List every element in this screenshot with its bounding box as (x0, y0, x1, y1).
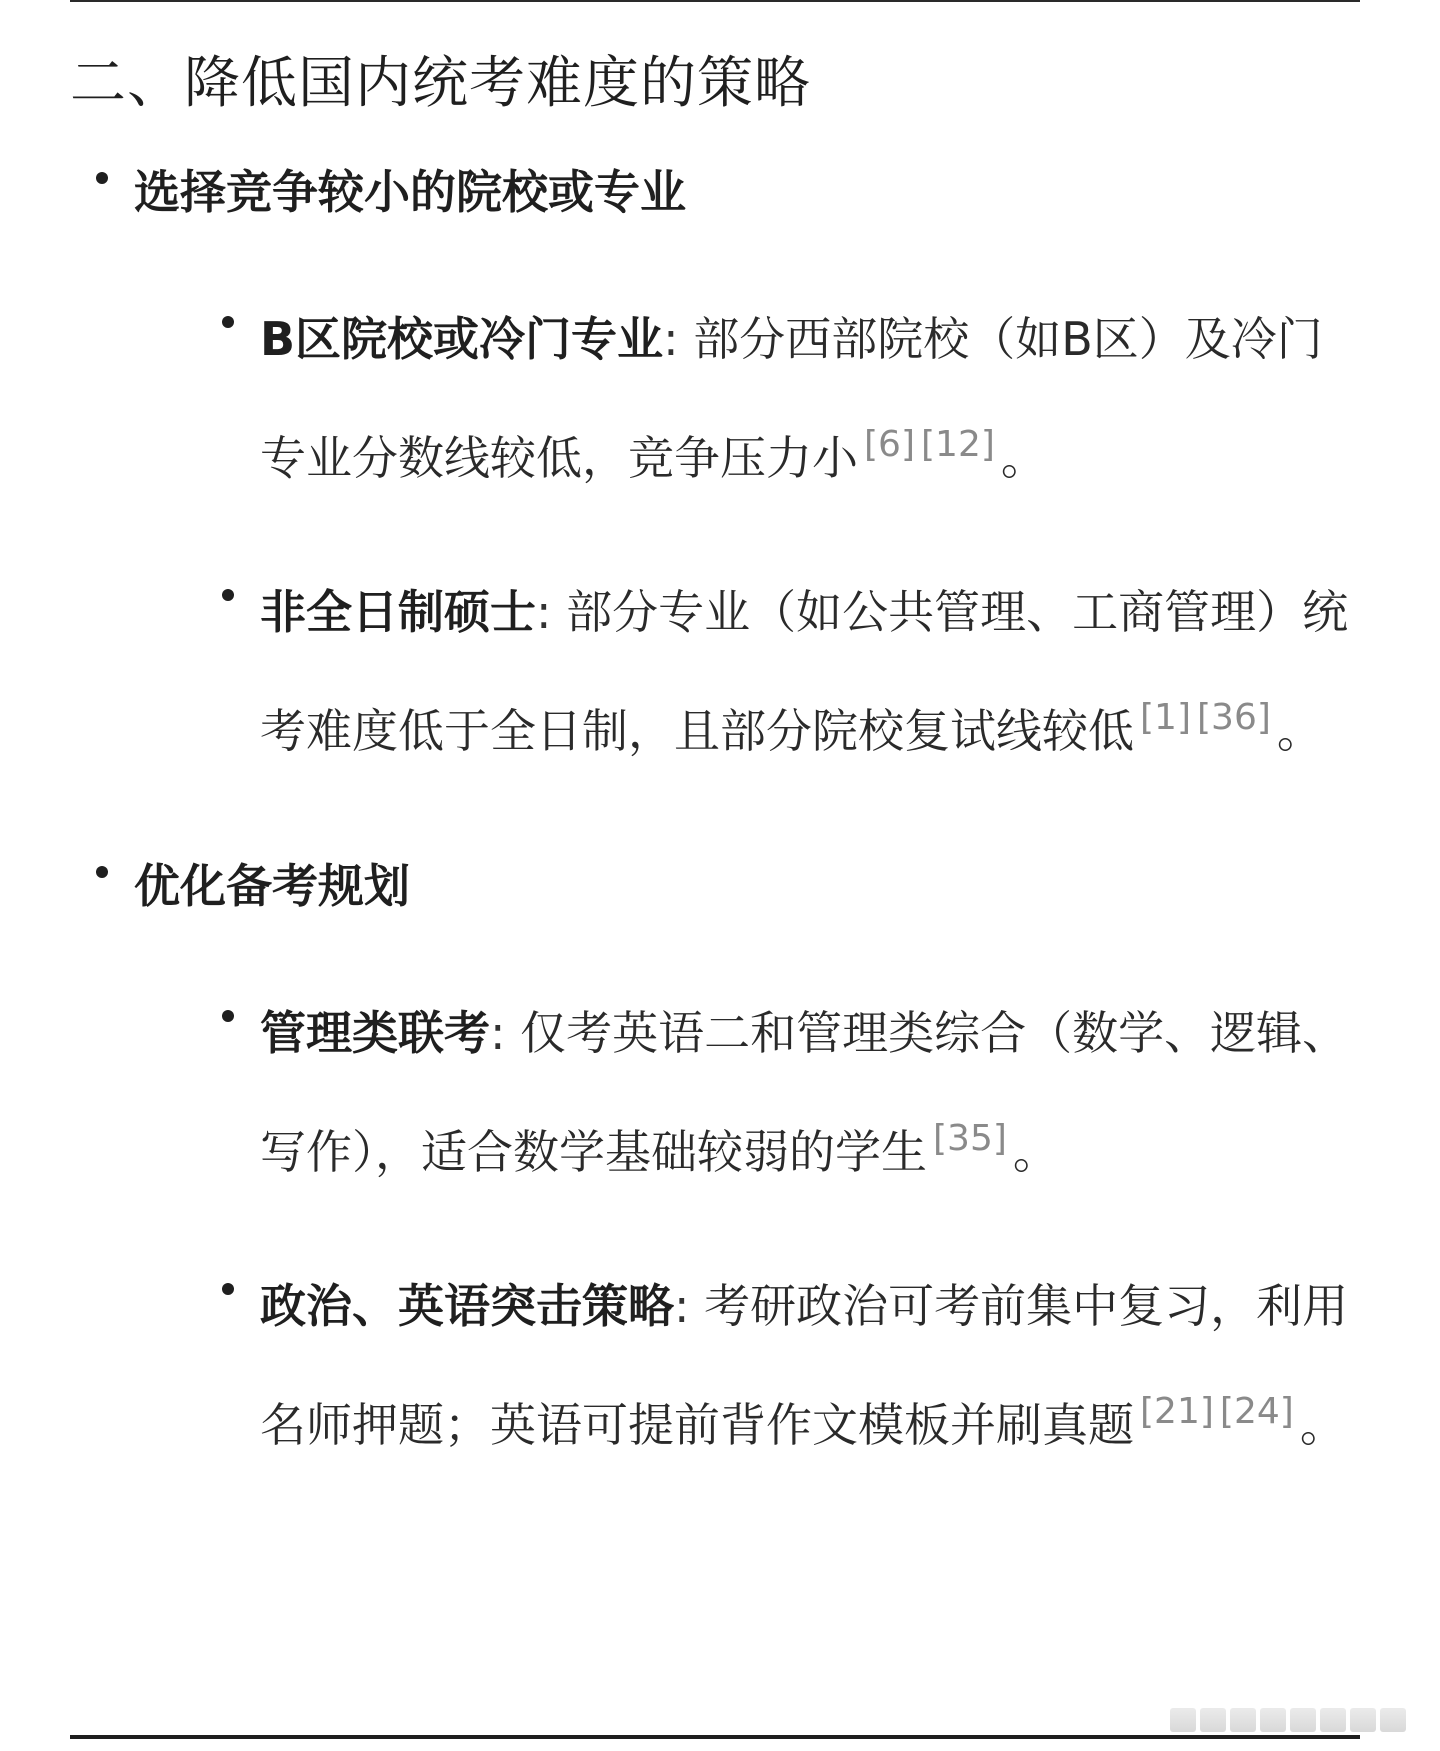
item-colon: : (536, 585, 552, 639)
section-title: 二、降低国内统考难度的策略 (70, 51, 811, 116)
strategy-items (134, 286, 1360, 784)
citation-link[interactable]: [35] (933, 1118, 1007, 1159)
item-description: 部分西部院校（如B区）及冷门专业分数线较低，竞争压力小 (260, 312, 1323, 485)
item-text (260, 559, 1360, 784)
bullet-icon (222, 1010, 234, 1022)
citation-link[interactable]: [12] (921, 424, 995, 465)
watermark-decoration (1170, 1708, 1406, 1732)
item-text (260, 286, 1360, 511)
bullet-icon (96, 866, 108, 878)
citation-link[interactable]: [36] (1197, 697, 1271, 738)
strategy-items (134, 980, 1360, 1478)
bottom-divider (70, 1735, 1360, 1739)
citation-link[interactable]: [1] (1140, 697, 1191, 738)
strategy-group (70, 138, 1360, 784)
item-description: 部分专业（如公共管理、工商管理）统考难度低于全日制，且部分院校复试线较低 (260, 585, 1349, 758)
group-heading: 选择竞争较小的院校或专业 (134, 165, 686, 219)
item-end-punctuation: 。 (1276, 704, 1323, 758)
citation-link[interactable]: [6] (864, 424, 915, 465)
citation-group (1140, 697, 1277, 738)
bullet-icon (96, 172, 108, 184)
item-term: B区院校或冷门专业 (260, 312, 664, 366)
strategy-item (134, 980, 1360, 1205)
citation-group (933, 1118, 1013, 1159)
bullet-icon (222, 589, 234, 601)
strategy-item (134, 559, 1360, 784)
citation-link[interactable]: [21] (1140, 1391, 1214, 1432)
item-term: 管理类联考 (260, 1006, 490, 1060)
strategy-groups (70, 138, 1360, 1478)
item-term: 非全日制硕士 (260, 585, 536, 639)
bullet-icon (222, 316, 234, 328)
group-heading: 优化备考规划 (134, 859, 410, 913)
strategy-item (134, 1253, 1360, 1478)
item-term: 政治、英语突击策略 (260, 1279, 674, 1333)
item-colon: : (674, 1279, 690, 1333)
item-end-punctuation: 。 (1012, 1125, 1059, 1179)
bullet-icon (222, 1283, 234, 1295)
strategy-group (70, 832, 1360, 1478)
article-content (70, 30, 1360, 1478)
citation-link[interactable]: [24] (1219, 1391, 1294, 1432)
item-description: 考研政治可考前集中复习，利用名师押题；英语可提前背作文模板并刷真题 (260, 1279, 1349, 1452)
top-divider (70, 0, 1360, 2)
item-text (260, 1253, 1360, 1478)
item-text (260, 980, 1360, 1205)
item-colon: : (663, 312, 679, 366)
item-end-punctuation: 。 (1299, 1398, 1346, 1452)
item-end-punctuation: 。 (1000, 431, 1047, 485)
strategy-item (134, 286, 1360, 511)
item-colon: : (490, 1006, 506, 1060)
citation-group (1140, 1391, 1300, 1432)
citation-group (864, 424, 1001, 465)
item-description: 仅考英语二和管理类综合（数学、逻辑、写作），适合数学基础较弱的学生 (260, 1006, 1349, 1179)
